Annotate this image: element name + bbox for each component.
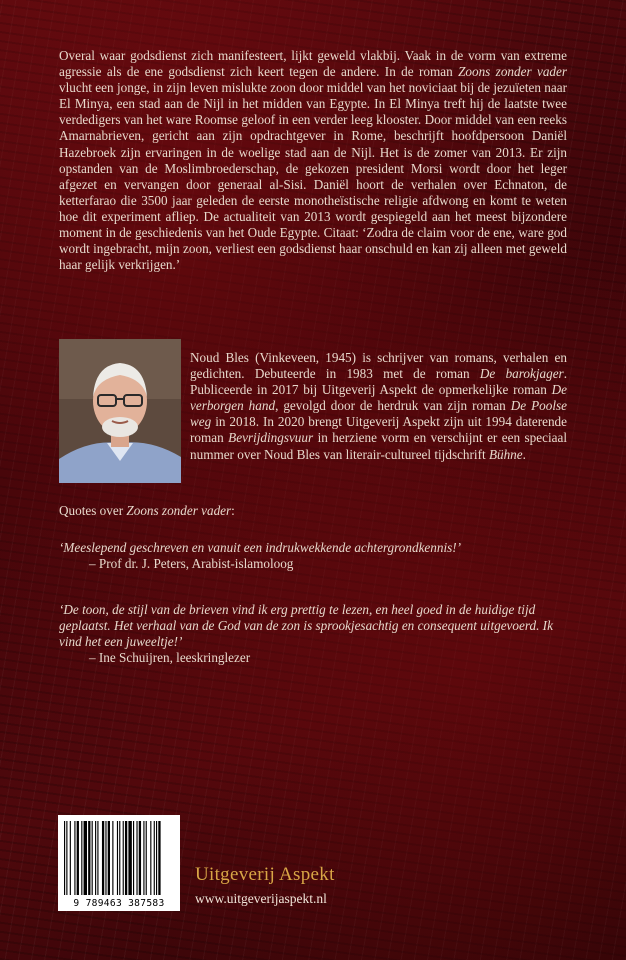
quotes-heading-prefix: Quotes over	[59, 503, 127, 518]
bio-text-3: , gevolgd door de herdruk van zijn roman	[275, 398, 511, 414]
author-bio-paragraph	[190, 350, 567, 463]
isbn-barcode	[58, 815, 180, 911]
publisher-website: www.uitgeverijaspekt.nl	[195, 891, 327, 906]
synopsis-text	[59, 48, 567, 273]
bio-text-2: . Publiceerde in 2017 bij Uitgeverij Aspekt de opmerkelijke roman	[190, 366, 567, 398]
bio-text-6: .	[522, 446, 526, 462]
quotes-heading	[59, 503, 235, 519]
quote-item	[59, 602, 569, 666]
bio-title-4: Bevrijdingsvuur	[228, 430, 314, 446]
novel-title: Zoons zonder vader	[458, 64, 567, 80]
synopsis-part-1: Overal waar godsdienst zich manifesteert, lijkt geweld vlakbij. Vaak in de vorm van extreme agressie als de ene godsdienst zich keert tegen de andere. In de roman	[59, 48, 567, 80]
quotes-heading-suffix: :	[231, 503, 235, 518]
quote-text: ‘Meeslepend geschreven en vanuit een indrukwekkende achtergrondkennis!’	[59, 540, 462, 555]
author-photo	[59, 339, 181, 483]
synopsis-part-2: vlucht een jonge, in zijn leven mislukte zoon door middel van het noviciaat bij de jezuïeten naar El Minya, een stad aan de Nijl in het midden van Egypte. In El Minya treft hij de laatste twee verdedigers van het ware Roomse geloof in een verder leeg klooster. Door middel van een reeks Amarnabrieven, gericht aan zijn opdrachtgever in Rome, beschrijft hoofdpersoon Daniël Hazebroek zijn ervaringen in de woelige stad aan de Nijl. Het is de zomer van 2013. Er zijn opstanden van de Moslimbroederschap, de gekozen president Morsi wordt door het leger afgezet en vervangen door generaal al-Sisi. Daniël hoort de verhalen over Echnaton, de ketterfarao die 3500 jaar geleden de eerste monotheïstische religie afdwong en komt te weten hoe dit experiment afliep. De actualiteit van 2013 wordt gespiegeld aan het meest bijzondere moment in de geschiedenis van het Oude Egypte. Citaat: ‘Zodra de claim voor de ene, ware god wordt ingebracht, mijn zoon, verliest een godsdienst haar onschuld en kan zij alleen met geweld haar gelijk verkrijgen.’	[59, 80, 567, 273]
author-bio	[190, 350, 567, 463]
quote-source: – Ine Schuijren, leeskringlezer	[89, 650, 251, 666]
synopsis-paragraph	[59, 48, 567, 273]
bio-text-1: Noud Bles (Vinkeveen, 1945) is schrijver van romans, verhalen en gedichten. Debuteerde in 1983 met de roman	[190, 350, 567, 382]
quote-item	[59, 540, 569, 572]
bio-title-3: De Poolse weg	[190, 398, 567, 430]
bio-text-5: in herziene vorm en verschijnt er een speciaal nummer over Noud Bles van literair-cultureel tijdschrift	[190, 430, 567, 462]
bio-text-4: in 2018. In 2020 brengt Uitgeverij Aspekt zijn uit 1994 daterende roman	[190, 414, 567, 446]
bio-title-2: De verborgen hand	[190, 382, 567, 414]
bio-title-1: De barokjager	[479, 366, 564, 382]
bio-title-5: Bühne	[488, 446, 523, 462]
quote-text: ‘De toon, de stijl van de brieven vind ik erg prettig te lezen, en heel goed in de huidige tijd geplaatst. Het verhaal van de God van de zon is sprookjesachtig en consequent uitgevoerd. Ik vind het een juweeltje!’	[59, 602, 553, 650]
barcode-bars	[58, 815, 180, 899]
isbn-number: 9 789463 387583	[73, 898, 165, 909]
quotes-heading-title: Zoons zonder vader	[126, 503, 232, 518]
publisher-name: Uitgeverij Aspekt	[195, 864, 335, 885]
quote-source: – Prof dr. J. Peters, Arabist-islamoloog	[89, 556, 294, 572]
